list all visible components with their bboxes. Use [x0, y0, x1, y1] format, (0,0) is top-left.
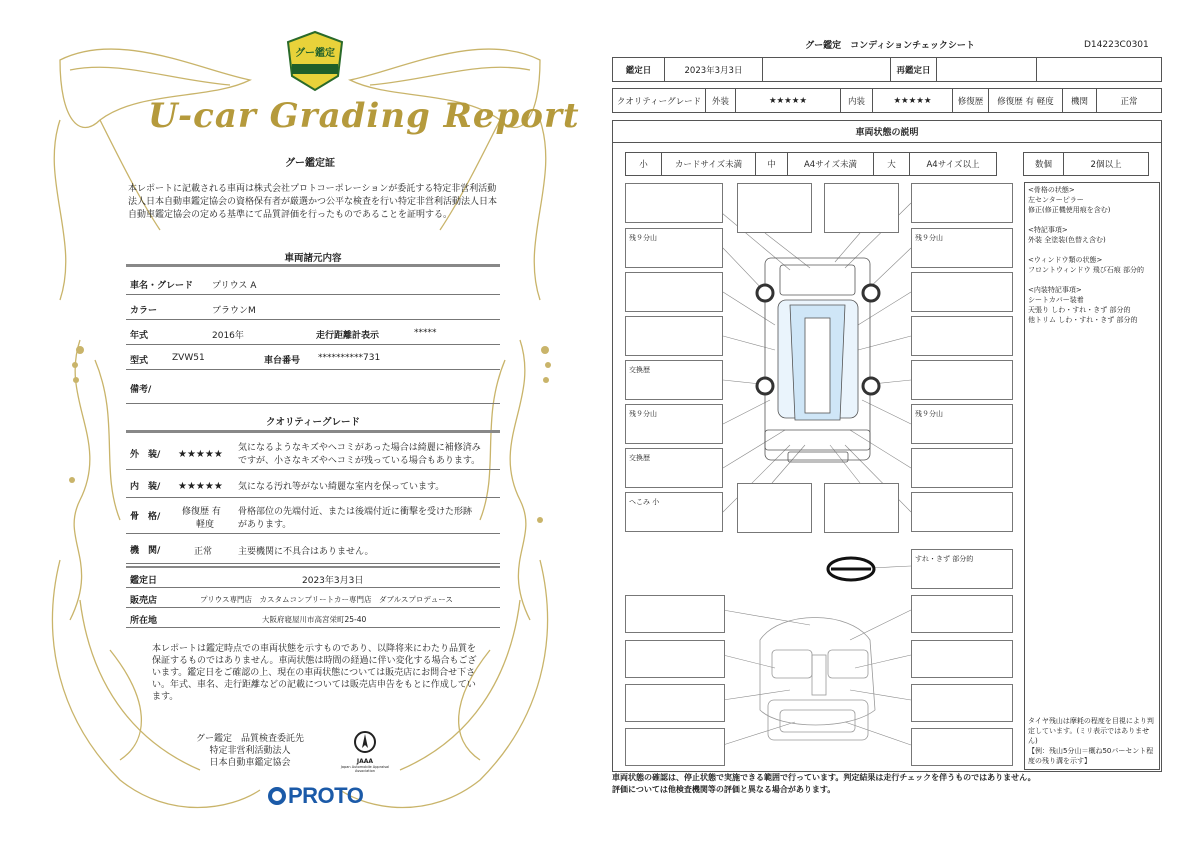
sheet-footer [612, 772, 1172, 796]
address-value: 大阪府寝屋川市高宮栄町25-40 [262, 615, 367, 624]
damage-box-steering [911, 549, 1013, 589]
grade-label: 機 関/ [130, 546, 161, 556]
jaaa-emblem-icon [352, 730, 378, 754]
association-line: 特定非営利活動法人 [209, 746, 291, 756]
interior-box [625, 640, 725, 678]
size-small: 小 [626, 153, 662, 175]
engine-label: 機関 [1063, 89, 1097, 112]
interior-box [625, 684, 725, 722]
association-line: グー鑑定 品質検査委託先 [195, 734, 304, 744]
grade-rating: ★★★★★ [178, 481, 223, 492]
interior-box [625, 595, 725, 633]
grade-rating-sub: 軽度 [196, 520, 215, 530]
tire-note [1028, 716, 1158, 766]
spec-row-color [126, 295, 500, 320]
sheet-title: グー鑑定 コンディションチェックシート [805, 41, 975, 51]
damage-box [737, 483, 812, 533]
date-value: 2023年3月3日 [302, 576, 364, 586]
damage-box [625, 183, 723, 223]
note-interior [1028, 285, 1156, 325]
jaaa-logo [335, 730, 395, 773]
box-label: 残９分山 [629, 410, 657, 418]
name-value: プリウス A [212, 281, 257, 291]
size-small-desc: カードサイズ未満 [662, 153, 756, 175]
damage-box-left-door [625, 360, 723, 400]
grade-row-frame [126, 498, 500, 534]
footer-line: 評価については他検査機関等の評価と異なる場合があります。 [612, 785, 836, 794]
count-label: 数個 [1024, 153, 1064, 175]
jaaa-fullname: Japan Automobile Appraisal Association [340, 765, 390, 773]
mileage-label: 走行距離計表示 [316, 331, 380, 341]
spec-row-remarks [126, 370, 500, 404]
damage-box [824, 183, 899, 233]
box-label: 交換歴 [629, 366, 650, 374]
grade-desc: があります。 [238, 520, 292, 530]
count-value: 2個以上 [1090, 160, 1122, 170]
note-line: シートカバー装着 [1028, 296, 1084, 304]
damage-box [625, 316, 723, 356]
damage-box-left-quarter [625, 448, 723, 488]
damage-box-front-right-tire [911, 228, 1013, 268]
report-script-title: U-car Grading Report [148, 96, 580, 136]
disclaimer-note: 本レポートは鑑定時点での車両状態を示すものであり、以降将来にわたり品質を保証するものではありません。車両状態は時間の経過に伴い変化する場合もございます。鑑定日をご確認の上、現在の車両状態については販売店にお問合せ下さい。年式、車名、走行距離などの記載については販売店申告をもとに作成しています。 [152, 644, 477, 702]
date-label: 鑑定日 [613, 58, 665, 81]
proto-logo [268, 783, 363, 809]
damage-box [737, 183, 812, 233]
interior-rating: ★★★★★ [873, 89, 953, 112]
note-line: 左センターピラー [1028, 196, 1084, 204]
grade-row-exterior [126, 436, 500, 470]
box-label: 残９分山 [915, 234, 943, 242]
damage-box [911, 448, 1013, 488]
damage-box [911, 183, 1013, 223]
remarks-label: 備考/ [130, 385, 152, 395]
model-label: 型式 [130, 356, 149, 366]
proto-mark-icon [268, 787, 286, 805]
damage-box [911, 492, 1013, 532]
chassis-value: **********731 [318, 353, 381, 363]
note-line: フロントウィンドウ 飛び石痕 部分的 [1028, 266, 1145, 274]
note-special [1028, 225, 1156, 245]
condition-check-sheet [600, 0, 1200, 848]
quality-heading: クオリティーグレード [265, 417, 361, 428]
grade-desc: ですが、小さなキズやヘコミが残っている場合もあります。 [238, 456, 481, 466]
note-windows [1028, 255, 1156, 275]
grade-rating: 正常 [194, 547, 213, 557]
year-value: 2016年 [212, 331, 244, 341]
note-heading: <ウィンドウ類の状態> [1028, 256, 1103, 264]
certificate-intro: 本レポートに記載される車両は株式会社プロトコーポレーションが委託する特定非営利活動法人日本自動車鑑定協会の資格保有者が厳選かつ公平な検査を行い特定非営利活動法人日本自動車鑑定協会の定める基準にて品質評価を行ったものであることを証明する。 [128, 184, 498, 220]
box-label: 交換歴 [629, 454, 650, 462]
grade-desc: 気になるようなキズやヘコミがあった場合は綺麗に補修済み [238, 443, 481, 453]
interior-box [911, 728, 1013, 766]
damage-box [911, 360, 1013, 400]
color-label: カラー [130, 306, 158, 316]
section-title: 車両状態の説明 [613, 121, 1161, 143]
exterior-label: 外装 [706, 89, 736, 112]
box-label: へこみ 小 [629, 498, 660, 506]
grade-label: 骨 格/ [130, 512, 161, 522]
repair-value: 修復歴 有 軽度 [989, 89, 1063, 112]
note-heading: <骨格の状態> [1028, 186, 1075, 194]
grade-desc: 主要機関に不具合はありません。 [238, 547, 374, 557]
grade-rating: 修復歴 有 [182, 507, 221, 517]
interior-box [625, 728, 725, 766]
damage-box [625, 272, 723, 312]
box-label: 残９分山 [629, 234, 657, 242]
box-label: 残９分山 [915, 410, 943, 418]
size-large: 大 [874, 153, 910, 175]
damage-box-rear-left-tire [625, 404, 723, 444]
model-value: ZVW51 [172, 353, 205, 363]
shop-row [126, 588, 500, 608]
damage-box-rear-right-tire [911, 404, 1013, 444]
damage-box-rear-left [625, 492, 723, 532]
spec-heading: 車両諸元内容 [284, 253, 342, 264]
spec-row-name [126, 270, 500, 295]
damage-box [824, 483, 899, 533]
association-block [170, 733, 330, 769]
box-label: すれ・きず 部分的 [915, 555, 974, 563]
redate-label: 再鑑定日 [891, 58, 937, 81]
damage-box [911, 272, 1013, 312]
note-line: 修正(修正機使用痕を含む) [1028, 206, 1111, 214]
certificate-subtitle: グー鑑定証 [285, 158, 335, 169]
interior-box [911, 640, 1013, 678]
grade-label: 外 装/ [130, 450, 161, 460]
grade-rating: ★★★★★ [178, 449, 223, 460]
damage-box-front-left-tire [625, 228, 723, 268]
exterior-rating: ★★★★★ [736, 89, 841, 112]
address-row [126, 608, 500, 628]
divider [126, 264, 500, 267]
note-line: 他トリム しわ・すれ・きず 部分的 [1028, 316, 1138, 324]
goo-kantei-logo [286, 30, 344, 92]
chassis-label: 車台番号 [264, 356, 301, 366]
grade-desc: 骨格部位の先端付近、または後端付近に衝撃を受けた形跡 [238, 507, 473, 517]
damage-box [911, 316, 1013, 356]
note-frame [1028, 185, 1156, 215]
color-value: ブラウンM [212, 306, 256, 316]
logo-text: グー鑑定 [295, 48, 335, 59]
size-large-desc: A4サイズ以上 [926, 160, 980, 170]
grade-row-interior [126, 470, 500, 498]
footer-line: 車両状態の確認は、停止状態で実施できる範囲で行っています。判定結果は走行チェックを伴うものではありません。 [612, 773, 1036, 782]
interior-box [911, 684, 1013, 722]
size-mid: 中 [756, 153, 788, 175]
special-notes-panel [1024, 182, 1160, 770]
tire-note-example: 【例：残山5分山＝概ね50パーセント程度の残り溝を示す】 [1028, 747, 1154, 765]
name-label: 車名・グレード [130, 281, 194, 291]
note-heading: <内装特記事項> [1028, 286, 1082, 294]
quality-grade-label: クオリティーグレード [613, 89, 706, 112]
date-value: 2023年3月3日 [665, 58, 763, 81]
spec-row-year [126, 320, 500, 345]
note-line: 天張り しわ・すれ・きず 部分的 [1028, 306, 1131, 314]
grade-row-engine [126, 534, 500, 564]
spec-row-model [126, 345, 500, 370]
year-label: 年式 [130, 331, 149, 341]
repair-label: 修復歴 [953, 89, 989, 112]
grade-label: 内 装/ [130, 482, 161, 492]
divider [126, 430, 500, 433]
mileage-value: ***** [414, 328, 437, 338]
date-label: 鑑定日 [130, 576, 158, 586]
address-label: 所在地 [130, 616, 158, 626]
steering-wheel-icon [828, 558, 874, 580]
interior-box [911, 595, 1013, 633]
tire-note-text: タイヤ残山は摩耗の程度を目視により判定しています。(ミリ表示ではありません) [1028, 717, 1154, 745]
shop-value: プリウス専門店 カスタムコンプリートカー専門店 ダブルスプロデュース [200, 595, 453, 604]
proto-text: PROTO [288, 783, 364, 808]
size-mid-desc: A4サイズ未満 [788, 153, 874, 175]
association-line: 日本自動車鑑定協会 [209, 758, 291, 768]
interior-label: 内装 [841, 89, 873, 112]
grade-desc: 気になる汚れ等がない綺麗な室内を保っています。 [238, 482, 445, 492]
note-heading: <特記事項> [1028, 226, 1068, 234]
note-line: 外装 全塗装(色替え含む) [1028, 236, 1106, 244]
document-id: D14223C0301 [1084, 40, 1149, 50]
engine-value: 正常 [1120, 96, 1138, 107]
shop-label: 販売店 [130, 596, 158, 606]
jaaa-abbr: JAAA [356, 758, 374, 765]
date-row [126, 568, 500, 588]
